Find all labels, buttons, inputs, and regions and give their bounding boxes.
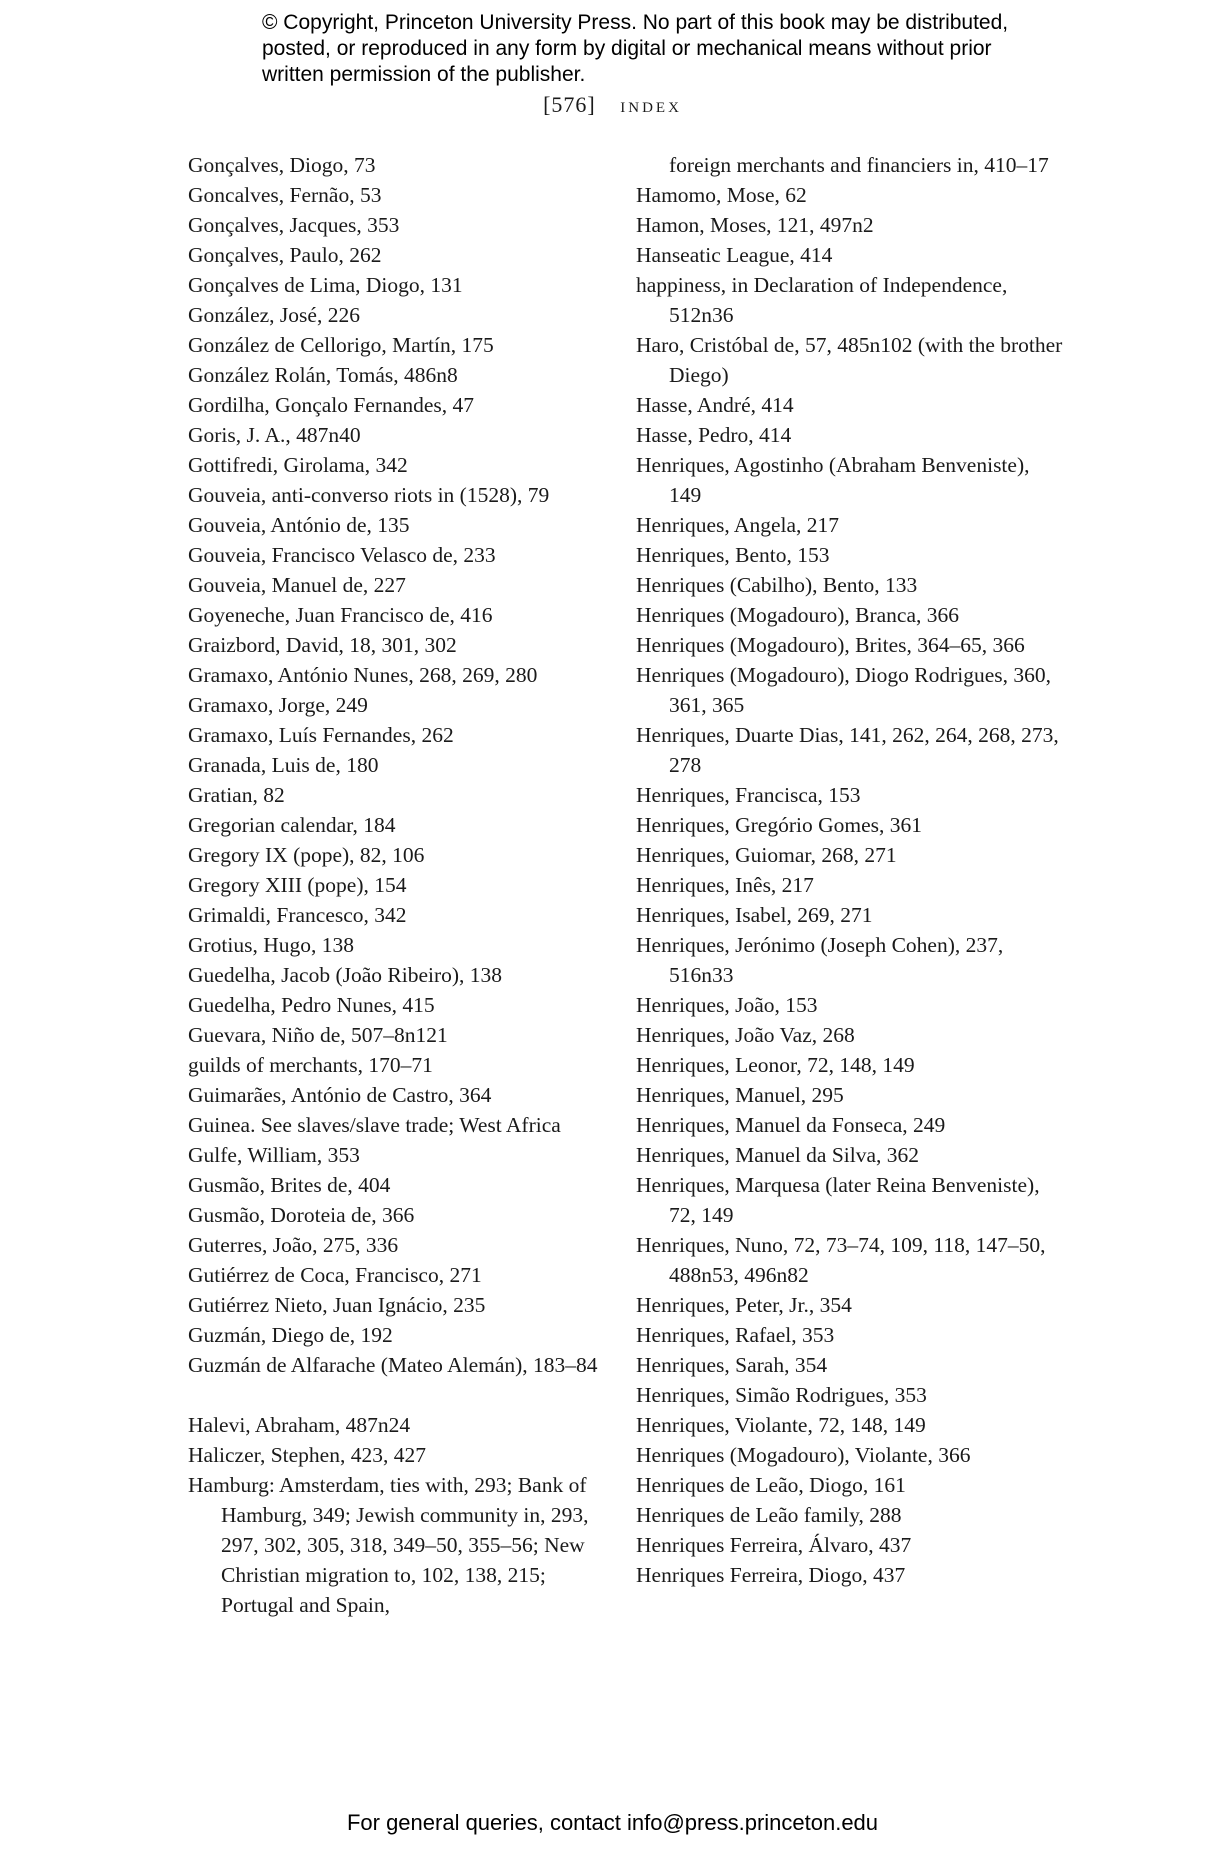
index-column-left — [188, 150, 618, 1620]
index-entry: Henriques, Bento, 153 — [636, 543, 830, 567]
index-entry: Henriques, Peter, Jr., 354 — [636, 1293, 852, 1317]
index-entry: Henriques Ferreira, Álvaro, 437 — [636, 1533, 912, 1557]
index-entry: Guzmán de Alfarache (Mateo Alemán), 183–84 — [188, 1353, 598, 1377]
page-number: [576] — [543, 92, 596, 117]
index-entry: Henriques, Agostinho (Abraham Benveniste), 149 — [636, 453, 1030, 507]
index-entry: Henriques Ferreira, Diogo, 437 — [636, 1563, 906, 1587]
index-entry: Henriques (Cabilho), Bento, 133 — [636, 573, 918, 597]
index-entry: Hanseatic League, 414 — [636, 243, 833, 267]
index-entry: Gramaxo, Luís Fernandes, 262 — [188, 723, 454, 747]
running-head — [0, 92, 1225, 118]
index-entry: Gonçalves de Lima, Diogo, 131 — [188, 273, 463, 297]
index-entry: Goyeneche, Juan Francisco de, 416 — [188, 603, 493, 627]
index-entry: Guzmán, Diego de, 192 — [188, 1323, 393, 1347]
letter-gap — [188, 1380, 618, 1410]
index-entry: Gordilha, Gonçalo Fernandes, 47 — [188, 393, 474, 417]
index-entry: Goris, J. A., 487n40 — [188, 423, 361, 447]
index-entry: González, José, 226 — [188, 303, 360, 327]
index-entry: Gulfe, William, 353 — [188, 1143, 360, 1167]
index-entry: Henriques, Duarte Dias, 141, 262, 264, 268, 273, 278 — [636, 723, 1059, 777]
index-entry: Henriques, João, 153 — [636, 993, 818, 1017]
index-entry: Goncalves, Fernão, 53 — [188, 183, 382, 207]
index-entry: foreign merchants and financiers in, 410–17 — [669, 153, 1049, 177]
index-entry: Gregory IX (pope), 82, 106 — [188, 843, 425, 867]
index-entry: Henriques, Gregório Gomes, 361 — [636, 813, 923, 837]
index-entry: Henriques, Violante, 72, 148, 149 — [636, 1413, 926, 1437]
index-entry: Granada, Luis de, 180 — [188, 753, 379, 777]
index-entry: Gusmão, Doroteia de, 366 — [188, 1203, 415, 1227]
index-entry: Guterres, João, 275, 336 — [188, 1233, 399, 1257]
index-entry: Grimaldi, Francesco, 342 — [188, 903, 407, 927]
index-entry: Henriques, Simão Rodrigues, 353 — [636, 1383, 927, 1407]
index-entry: Halevi, Abraham, 487n24 — [188, 1413, 411, 1437]
index-entry: Gouveia, anti-converso riots in (1528), 79 — [188, 483, 550, 507]
index-entry: Haliczer, Stephen, 423, 427 — [188, 1443, 426, 1467]
index-entry: Hamon, Moses, 121, 497n2 — [636, 213, 874, 237]
index-entry: Henriques (Mogadouro), Brites, 364–65, 366 — [636, 633, 1025, 657]
index-entry: Hamomo, Mose, 62 — [636, 183, 807, 207]
index-entry: González Rolán, Tomás, 486n8 — [188, 363, 458, 387]
index-entry: happiness, in Declaration of Independence, 512n36 — [636, 273, 1008, 327]
index-entry: Henriques, Jerónimo (Joseph Cohen), 237, 516n33 — [636, 933, 1004, 987]
index-entry: Guedelha, Pedro Nunes, 415 — [188, 993, 435, 1017]
index-entry: Henriques, Inês, 217 — [636, 873, 814, 897]
index-entry: Gusmão, Brites de, 404 — [188, 1173, 391, 1197]
index-entry: Henriques, Marquesa (later Reina Benveniste), 72, 149 — [636, 1173, 1040, 1227]
index-entry: Henriques, Rafael, 353 — [636, 1323, 835, 1347]
contact-footer: For general queries, contact info@press.princeton.edu — [346, 1810, 879, 1835]
index-entry: Henriques, Nuno, 72, 73–74, 109, 118, 147–50, 488n53, 496n82 — [636, 1233, 1046, 1287]
index-entry: Guinea. See slaves/slave trade; West Africa — [188, 1113, 561, 1137]
index-entry: Henriques, Guiomar, 268, 271 — [636, 843, 897, 867]
index-entry: Henriques, Manuel, 295 — [636, 1083, 844, 1107]
index-entry: Henriques, João Vaz, 268 — [636, 1023, 855, 1047]
index-entry: González de Cellorigo, Martín, 175 — [188, 333, 494, 357]
index-entry: Hamburg: Amsterdam, ties with, 293; Bank of Hamburg, 349; Jewish community in, 293, 297, 302, 305, 318, 349–50, 355–56; New Christian migration to, 102, 138, 215; Portugal and Spain, — [188, 1473, 589, 1617]
index-entry: Henriques, Leonor, 72, 148, 149 — [636, 1053, 915, 1077]
index-entry: Henriques de Leão family, 288 — [636, 1503, 902, 1527]
index-entry: Gonçalves, Jacques, 353 — [188, 213, 400, 237]
index-entry: Gregory XIII (pope), 154 — [188, 873, 407, 897]
index-entry: Henriques (Mogadouro), Diogo Rodrigues, 360, 361, 365 — [636, 663, 1052, 717]
index-entry: Gottifredi, Girolama, 342 — [188, 453, 408, 477]
index-entry: Henriques (Mogadouro), Violante, 366 — [636, 1443, 971, 1467]
index-entry: Gonçalves, Diogo, 73 — [188, 153, 376, 177]
index-entry: Henriques (Mogadouro), Branca, 366 — [636, 603, 960, 627]
index-entry: Gramaxo, António Nunes, 268, 269, 280 — [188, 663, 538, 687]
index-entry: Henriques, Sarah, 354 — [636, 1353, 828, 1377]
index-entry: Gouveia, Manuel de, 227 — [188, 573, 406, 597]
index-entry: Henriques, Francisca, 153 — [636, 783, 861, 807]
index-entry: Gonçalves, Paulo, 262 — [188, 243, 382, 267]
index-entry: Gutiérrez Nieto, Juan Ignácio, 235 — [188, 1293, 486, 1317]
index-entry: Henriques, Isabel, 269, 271 — [636, 903, 873, 927]
index-entry: Henriques de Leão, Diogo, 161 — [636, 1473, 906, 1497]
index-entry: Guedelha, Jacob (João Ribeiro), 138 — [188, 963, 503, 987]
index-entry: Graizbord, David, 18, 301, 302 — [188, 633, 457, 657]
section-label: index — [620, 92, 682, 117]
index-entry: Gouveia, Francisco Velasco de, 233 — [188, 543, 496, 567]
index-entry: Guimarães, António de Castro, 364 — [188, 1083, 492, 1107]
index-entry: guilds of merchants, 170–71 — [188, 1053, 433, 1077]
index-column-right — [636, 150, 1066, 1590]
index-entry: Haro, Cristóbal de, 57, 485n102 (with the brother Diego) — [636, 333, 1063, 387]
index-entry: Grotius, Hugo, 138 — [188, 933, 355, 957]
copyright-notice: © Copyright, Princeton University Press. No part of this book may be distributed, posted, or reproduced in any form by digital or mechanical means without prior written permission of the publisher. — [262, 11, 1009, 86]
index-entry: Guevara, Niño de, 507–8n121 — [188, 1023, 448, 1047]
index-entry: Gratian, 82 — [188, 783, 285, 807]
index-entry: Gutiérrez de Coca, Francisco, 271 — [188, 1263, 482, 1287]
index-entry: Gouveia, António de, 135 — [188, 513, 410, 537]
index-entry: Hasse, André, 414 — [636, 393, 794, 417]
index-entry: Henriques, Manuel da Silva, 362 — [636, 1143, 920, 1167]
index-entry: Henriques, Angela, 217 — [636, 513, 840, 537]
index-entry: Gramaxo, Jorge, 249 — [188, 693, 368, 717]
index-entry: Hasse, Pedro, 414 — [636, 423, 792, 447]
index-entry: Henriques, Manuel da Fonseca, 249 — [636, 1113, 946, 1137]
index-entry: Gregorian calendar, 184 — [188, 813, 396, 837]
